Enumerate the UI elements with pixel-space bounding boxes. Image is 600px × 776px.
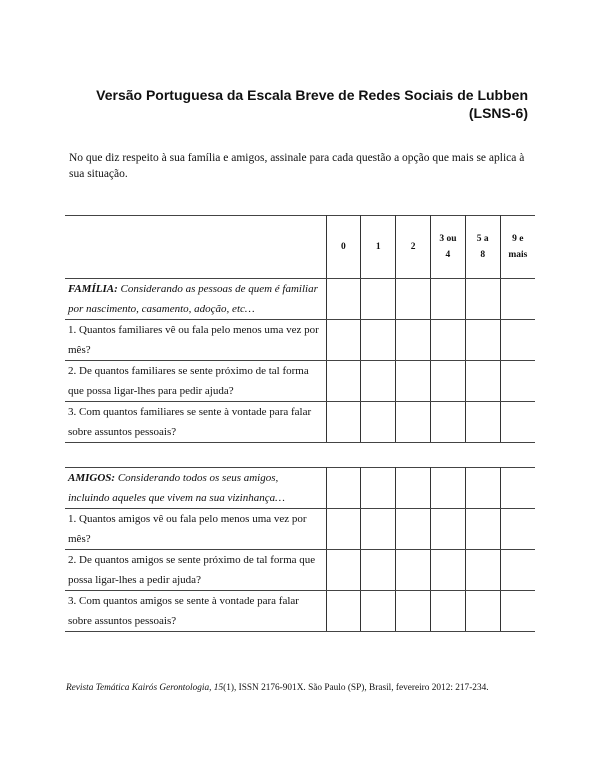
section-heading: FAMÍLIA:	[68, 283, 118, 295]
question-row	[65, 550, 535, 591]
answer-cell[interactable]	[396, 509, 431, 550]
answer-cell[interactable]	[430, 591, 465, 632]
answer-cell[interactable]	[326, 509, 361, 550]
citation-footer	[66, 683, 489, 693]
answer-cell[interactable]	[500, 550, 535, 591]
question-text: 2. De quantos amigos se sente próximo de tal forma que possa ligar-lhes a pedir ajuda?	[65, 550, 326, 591]
question-text: 1. Quantos amigos vê ou fala pelo menos uma vez por mês?	[65, 509, 326, 550]
citation-details: (1), ISSN 2176-901X. São Paulo (SP), Brasil, fevereiro 2012: 217-234.	[223, 683, 489, 693]
answer-cell[interactable]	[465, 591, 500, 632]
section-row	[65, 279, 535, 320]
title-line-1: Versão Portuguesa da Escala Breve de Redes Sociais de Lubben	[96, 87, 528, 103]
column-header: 9 e mais	[500, 216, 535, 279]
question-row	[65, 320, 535, 361]
answer-cell[interactable]	[430, 509, 465, 550]
question-row	[65, 402, 535, 443]
answer-cell[interactable]	[396, 402, 431, 443]
question-row	[65, 361, 535, 402]
instructions: No que diz respeito à sua família e amigos, assinale para cada questão a opção que mais se aplica à sua situação.	[69, 152, 525, 180]
answer-cell[interactable]	[396, 320, 431, 361]
answer-cell[interactable]	[396, 591, 431, 632]
answer-cell[interactable]	[465, 550, 500, 591]
answer-cell[interactable]	[465, 279, 500, 320]
answer-cell[interactable]	[361, 550, 396, 591]
answer-cell[interactable]	[396, 550, 431, 591]
header-blank	[65, 216, 326, 279]
answer-cell[interactable]	[326, 279, 361, 320]
section-heading: AMIGOS:	[68, 472, 116, 484]
answer-cell[interactable]	[465, 402, 500, 443]
answer-cell[interactable]	[361, 468, 396, 509]
question-text: 3. Com quantos familiares se sente à vontade para falar sobre assuntos pessoais?	[65, 402, 326, 443]
journal-name: Revista Temática Kairós Gerontologia, 15	[66, 683, 224, 693]
answer-cell[interactable]	[361, 320, 396, 361]
answer-cell[interactable]	[500, 402, 535, 443]
answer-cell[interactable]	[430, 320, 465, 361]
answer-cell[interactable]	[500, 468, 535, 509]
answer-cell[interactable]	[430, 361, 465, 402]
familia-table	[65, 215, 535, 443]
question-row	[65, 509, 535, 550]
section-label	[65, 468, 326, 509]
answer-cell[interactable]	[326, 361, 361, 402]
answer-cell[interactable]	[361, 279, 396, 320]
column-header: 3 ou 4	[430, 216, 465, 279]
header-row	[65, 216, 535, 279]
answer-cell[interactable]	[430, 279, 465, 320]
answer-cell[interactable]	[465, 509, 500, 550]
answer-cell[interactable]	[500, 591, 535, 632]
answer-cell[interactable]	[326, 550, 361, 591]
question-text: 1. Quantos familiares vê ou fala pelo menos uma vez por mês?	[65, 320, 326, 361]
question-text: 3. Com quantos amigos se sente à vontade para falar sobre assuntos pessoais?	[65, 591, 326, 632]
answer-cell[interactable]	[500, 320, 535, 361]
answer-cell[interactable]	[326, 591, 361, 632]
answer-cell[interactable]	[396, 468, 431, 509]
answer-cell[interactable]	[396, 279, 431, 320]
answer-cell[interactable]	[361, 361, 396, 402]
answer-cell[interactable]	[500, 361, 535, 402]
question-text: 2. De quantos familiares se sente próximo de tal forma que possa ligar-lhes para pedir ajuda?	[65, 361, 326, 402]
column-header: 2	[396, 216, 431, 279]
answer-cell[interactable]	[326, 320, 361, 361]
title-line-2: (LSNS-6)	[468, 105, 528, 121]
answer-cell[interactable]	[361, 402, 396, 443]
answer-cell[interactable]	[500, 279, 535, 320]
column-header: 1	[361, 216, 396, 279]
amigos-table	[65, 467, 535, 632]
answer-cell[interactable]	[361, 591, 396, 632]
answer-cell[interactable]	[430, 402, 465, 443]
section-row	[65, 468, 535, 509]
document-title	[96, 86, 528, 122]
answer-cell[interactable]	[361, 509, 396, 550]
answer-cell[interactable]	[465, 468, 500, 509]
answer-cell[interactable]	[326, 468, 361, 509]
column-header: 0	[326, 216, 361, 279]
section-label	[65, 279, 326, 320]
answer-cell[interactable]	[326, 402, 361, 443]
answer-cell[interactable]	[430, 550, 465, 591]
answer-cell[interactable]	[396, 361, 431, 402]
answer-cell[interactable]	[465, 361, 500, 402]
question-row	[65, 591, 535, 632]
section-description: Considerando as pessoas de quem é familiar por nascimento, casamento, adoção, etc…	[68, 283, 318, 315]
answer-cell[interactable]	[430, 468, 465, 509]
answer-cell[interactable]	[465, 320, 500, 361]
section-description: Considerando todos os seus amigos, incluindo aqueles que vivem na sua vizinhança…	[68, 472, 285, 504]
answer-cell[interactable]	[500, 509, 535, 550]
column-header: 5 a 8	[465, 216, 500, 279]
